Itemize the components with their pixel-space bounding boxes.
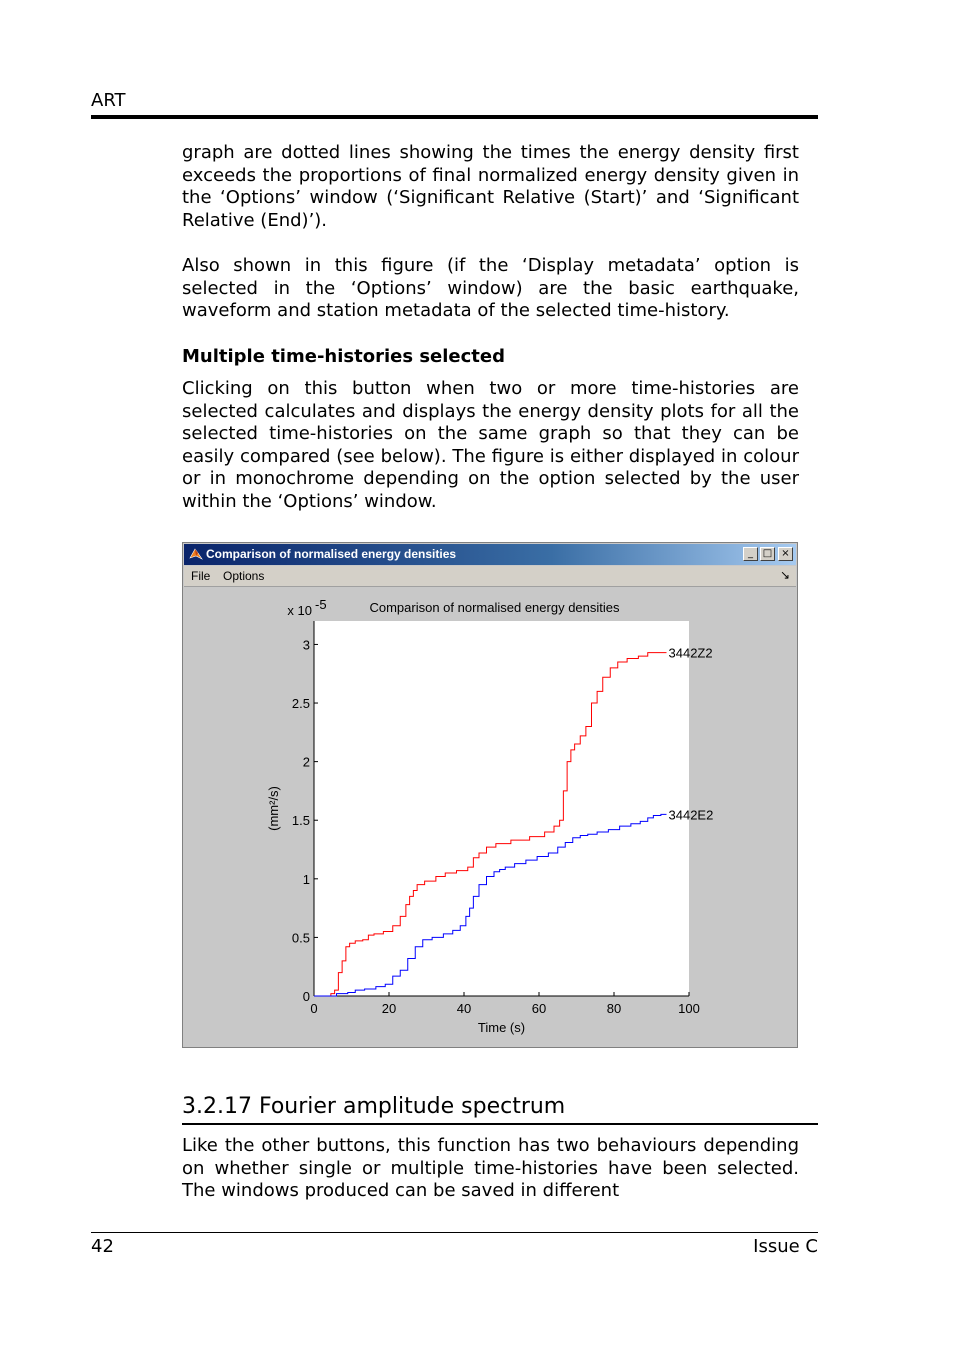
y-axis-label: (mm²/s) <box>266 786 281 831</box>
y-tick-label: 0 <box>302 989 310 1004</box>
paragraph-fourier: Like the other buttons, this function has two behaviours depending on whether single or multiple time-histories have been selected. The windows produced can be saved in different <box>182 1135 799 1201</box>
subheading-multiple: Multiple time-histories selected <box>182 346 505 367</box>
close-button[interactable]: × <box>778 547 793 561</box>
page-number: 42 <box>91 1236 114 1257</box>
footer-rule <box>91 1232 818 1233</box>
maximize-button[interactable]: □ <box>760 547 775 561</box>
menu-bar <box>184 566 796 587</box>
x-tick-label: 60 <box>531 1001 547 1016</box>
x-tick-label: 80 <box>606 1001 622 1016</box>
menu-file[interactable]: File <box>191 569 211 583</box>
running-header: ART <box>91 90 126 111</box>
matlab-logo-icon <box>189 547 203 561</box>
header-rule <box>91 115 818 119</box>
menu-options[interactable]: Options <box>223 569 265 583</box>
dock-arrow-icon[interactable]: ↘ <box>779 568 790 582</box>
energy-density-chart <box>183 587 797 1047</box>
minimize-button[interactable]: _ <box>743 547 758 561</box>
x-tick-label: 0 <box>310 1001 318 1016</box>
y-tick-label: 1.5 <box>291 813 310 829</box>
paragraph-metadata: Also shown in this figure (if the ‘Display metadata’ option is selected in the ‘Options’ window) are the basic earthquake, waveform and station metadata of the selected time-history. <box>182 255 799 321</box>
plot-area <box>314 621 689 996</box>
section-heading: 3.2.17 Fourier amplitude spectrum <box>182 1094 566 1119</box>
title-bar[interactable] <box>184 544 796 565</box>
figure-window <box>182 542 798 1048</box>
x-tick-label: 100 <box>678 1001 700 1016</box>
chart-title: Comparison of normalised energy densities <box>369 600 620 615</box>
paragraph-dotted-lines: graph are dotted lines showing the times the energy density first exceeds the proportions of final normalized energy density given in the ‘Options’ window (‘Significant Relative (Start)’ and ‘Significant Relative (End)’). <box>182 142 799 231</box>
series-label-3442E2: 3442E2 <box>668 807 714 823</box>
issue-label: Issue C <box>753 1236 818 1257</box>
x-tick-label: 20 <box>381 1001 397 1016</box>
x-tick-label: 40 <box>456 1001 472 1016</box>
paragraph-multiple: Clicking on this button when two or more time-histories are selected calculates and displays the energy density plots for all the selected time-histories on the same graph so that they can be easily compared (see below). The figure is either displayed in colour or in monochrome depending on the option selected by the user within the ‘Options’ window. <box>182 378 799 512</box>
y-tick-label: 1 <box>302 871 310 887</box>
y-tick-label: 3 <box>302 637 310 653</box>
x-axis-label: Time (s) <box>477 1020 526 1035</box>
section-rule <box>182 1123 818 1125</box>
y-exponent-label: -5 <box>315 597 327 612</box>
y-tick-label: 2 <box>302 754 310 770</box>
window-title: Comparison of normalised energy densities <box>206 547 457 561</box>
series-label-3442Z2: 3442Z2 <box>668 645 713 661</box>
y-tick-label: 2.5 <box>291 696 310 712</box>
y-tick-label: 0.5 <box>291 930 310 946</box>
y-multiplier-label: x 10 <box>287 603 312 618</box>
